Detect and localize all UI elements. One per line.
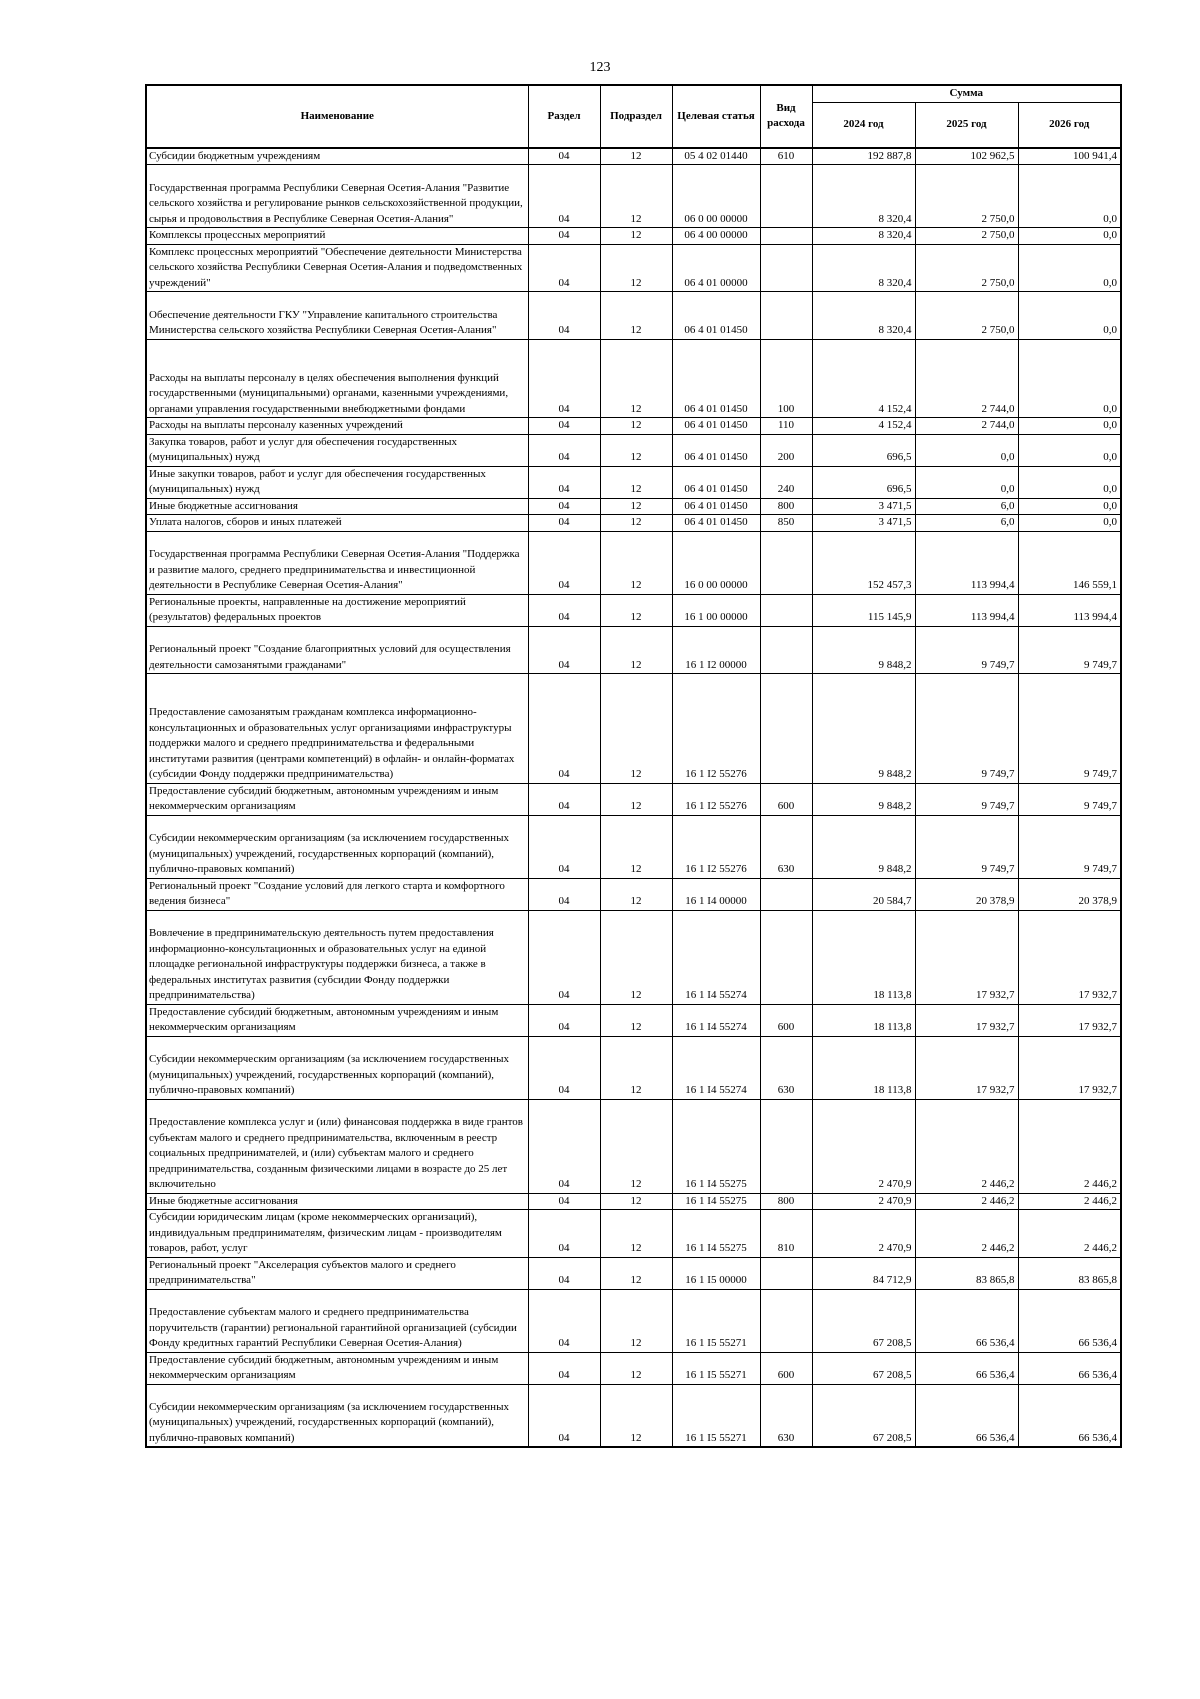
row-2024-cell: 67 208,5 xyxy=(812,1352,915,1384)
row-razdel-cell: 04 xyxy=(528,815,600,878)
row-razdel-cell: 04 xyxy=(528,434,600,466)
table-row xyxy=(146,339,1121,418)
row-razdel-cell: 04 xyxy=(528,626,600,674)
row-2026-cell: 0,0 xyxy=(1018,228,1121,245)
row-2026-cell: 0,0 xyxy=(1018,339,1121,418)
row-2026-cell: 0,0 xyxy=(1018,418,1121,435)
row-vid-raskhoda-cell xyxy=(760,531,812,594)
row-2026-cell: 66 536,4 xyxy=(1018,1352,1121,1384)
row-celevaya-statya-cell: 16 1 I4 55275 xyxy=(672,1193,760,1210)
row-2025-cell: 9 749,7 xyxy=(915,815,1018,878)
row-razdel-cell: 04 xyxy=(528,1193,600,1210)
row-vid-raskhoda-cell: 600 xyxy=(760,1004,812,1036)
row-2026-cell: 9 749,7 xyxy=(1018,783,1121,815)
row-2024-cell: 84 712,9 xyxy=(812,1257,915,1289)
row-vid-raskhoda-cell xyxy=(760,1257,812,1289)
row-2024-cell: 18 113,8 xyxy=(812,910,915,1004)
row-vid-raskhoda-cell: 610 xyxy=(760,148,812,165)
row-2024-cell: 9 848,2 xyxy=(812,783,915,815)
table-row xyxy=(146,878,1121,910)
header-2026: 2026 год xyxy=(1018,102,1121,148)
row-celevaya-statya-cell: 16 1 I2 55276 xyxy=(672,674,760,784)
row-2024-cell: 67 208,5 xyxy=(812,1384,915,1447)
row-razdel-cell: 04 xyxy=(528,1352,600,1384)
row-name-cell: Расходы на выплаты персоналу казенных учреждений xyxy=(146,418,528,435)
row-2026-cell: 17 932,7 xyxy=(1018,1036,1121,1099)
row-2026-cell: 0,0 xyxy=(1018,165,1121,228)
row-vid-raskhoda-cell xyxy=(760,674,812,784)
row-2025-cell: 17 932,7 xyxy=(915,910,1018,1004)
row-2024-cell: 2 470,9 xyxy=(812,1193,915,1210)
header-celevaya-statya: Целевая статья xyxy=(672,85,760,148)
row-vid-raskhoda-cell: 100 xyxy=(760,339,812,418)
table-row xyxy=(146,1384,1121,1447)
row-2025-cell: 2 744,0 xyxy=(915,339,1018,418)
row-podrazdel-cell: 12 xyxy=(600,165,672,228)
row-vid-raskhoda-cell xyxy=(760,594,812,626)
row-name-cell: Предоставление субсидий бюджетным, автономным учреждениям и иным некоммерческим организациям xyxy=(146,783,528,815)
row-podrazdel-cell: 12 xyxy=(600,292,672,340)
row-razdel-cell: 04 xyxy=(528,531,600,594)
row-2025-cell: 6,0 xyxy=(915,498,1018,515)
table-row xyxy=(146,1099,1121,1193)
row-2026-cell: 9 749,7 xyxy=(1018,815,1121,878)
row-2025-cell: 83 865,8 xyxy=(915,1257,1018,1289)
row-celevaya-statya-cell: 16 0 00 00000 xyxy=(672,531,760,594)
row-vid-raskhoda-cell xyxy=(760,1289,812,1352)
row-podrazdel-cell: 12 xyxy=(600,1193,672,1210)
row-2024-cell: 696,5 xyxy=(812,466,915,498)
row-2026-cell: 20 378,9 xyxy=(1018,878,1121,910)
row-2026-cell: 17 932,7 xyxy=(1018,1004,1121,1036)
row-2025-cell: 102 962,5 xyxy=(915,148,1018,165)
row-celevaya-statya-cell: 16 1 I2 00000 xyxy=(672,626,760,674)
table-body xyxy=(146,148,1121,1448)
row-podrazdel-cell: 12 xyxy=(600,594,672,626)
row-vid-raskhoda-cell: 810 xyxy=(760,1210,812,1258)
row-2026-cell: 2 446,2 xyxy=(1018,1210,1121,1258)
row-celevaya-statya-cell: 06 4 01 01450 xyxy=(672,466,760,498)
row-2024-cell: 192 887,8 xyxy=(812,148,915,165)
row-celevaya-statya-cell: 06 4 01 01450 xyxy=(672,434,760,466)
row-2025-cell: 66 536,4 xyxy=(915,1289,1018,1352)
row-celevaya-statya-cell: 06 4 01 01450 xyxy=(672,292,760,340)
row-name-cell: Комплексы процессных мероприятий xyxy=(146,228,528,245)
row-razdel-cell: 04 xyxy=(528,165,600,228)
row-celevaya-statya-cell: 16 1 I5 55271 xyxy=(672,1384,760,1447)
row-podrazdel-cell: 12 xyxy=(600,1036,672,1099)
row-2025-cell: 2 750,0 xyxy=(915,292,1018,340)
row-celevaya-statya-cell: 16 1 I2 55276 xyxy=(672,783,760,815)
header-podrazdel: Подраздел xyxy=(600,85,672,148)
row-podrazdel-cell: 12 xyxy=(600,228,672,245)
row-name-cell: Субсидии юридическим лицам (кроме некоммерческих организаций), индивидуальным предпринимателям, физическим лицам - производителям товаров, работ, услуг xyxy=(146,1210,528,1258)
row-2025-cell: 0,0 xyxy=(915,466,1018,498)
table-row xyxy=(146,244,1121,292)
row-2026-cell: 0,0 xyxy=(1018,244,1121,292)
row-celevaya-statya-cell: 06 4 01 01450 xyxy=(672,418,760,435)
table-row xyxy=(146,165,1121,228)
row-vid-raskhoda-cell xyxy=(760,228,812,245)
row-vid-raskhoda-cell: 630 xyxy=(760,815,812,878)
row-2024-cell: 8 320,4 xyxy=(812,228,915,245)
row-celevaya-statya-cell: 06 4 00 00000 xyxy=(672,228,760,245)
row-podrazdel-cell: 12 xyxy=(600,626,672,674)
row-podrazdel-cell: 12 xyxy=(600,815,672,878)
header-vid-raskhoda: Вид расхода xyxy=(760,85,812,148)
row-vid-raskhoda-cell xyxy=(760,165,812,228)
row-razdel-cell: 04 xyxy=(528,1257,600,1289)
table-row xyxy=(146,626,1121,674)
table-row xyxy=(146,1289,1121,1352)
table-row xyxy=(146,674,1121,784)
row-2026-cell: 9 749,7 xyxy=(1018,674,1121,784)
row-2025-cell: 66 536,4 xyxy=(915,1384,1018,1447)
row-2024-cell: 18 113,8 xyxy=(812,1004,915,1036)
row-celevaya-statya-cell: 16 1 I4 55275 xyxy=(672,1210,760,1258)
row-2025-cell: 17 932,7 xyxy=(915,1004,1018,1036)
row-name-cell: Расходы на выплаты персоналу в целях обеспечения выполнения функций государственными (муниципальными) органами, казенными учреждениями, органами управления государственными внебюджетными фондами xyxy=(146,339,528,418)
budget-table-container xyxy=(145,84,1120,1448)
row-vid-raskhoda-cell: 800 xyxy=(760,498,812,515)
header-summa: Сумма xyxy=(812,85,1121,102)
row-2026-cell: 100 941,4 xyxy=(1018,148,1121,165)
row-podrazdel-cell: 12 xyxy=(600,515,672,532)
row-podrazdel-cell: 12 xyxy=(600,1257,672,1289)
row-2025-cell: 9 749,7 xyxy=(915,783,1018,815)
row-razdel-cell: 04 xyxy=(528,244,600,292)
row-2026-cell: 9 749,7 xyxy=(1018,626,1121,674)
row-razdel-cell: 04 xyxy=(528,1210,600,1258)
row-2024-cell: 9 848,2 xyxy=(812,815,915,878)
row-2024-cell: 2 470,9 xyxy=(812,1099,915,1193)
row-2025-cell: 2 750,0 xyxy=(915,244,1018,292)
row-razdel-cell: 04 xyxy=(528,466,600,498)
row-2026-cell: 0,0 xyxy=(1018,498,1121,515)
row-podrazdel-cell: 12 xyxy=(600,1004,672,1036)
row-podrazdel-cell: 12 xyxy=(600,674,672,784)
table-row xyxy=(146,434,1121,466)
row-name-cell: Субсидии бюджетным учреждениям xyxy=(146,148,528,165)
row-2024-cell: 4 152,4 xyxy=(812,418,915,435)
row-2024-cell: 18 113,8 xyxy=(812,1036,915,1099)
row-razdel-cell: 04 xyxy=(528,1004,600,1036)
row-vid-raskhoda-cell xyxy=(760,878,812,910)
row-celevaya-statya-cell: 16 1 I5 00000 xyxy=(672,1257,760,1289)
row-name-cell: Предоставление субъектам малого и среднего предпринимательства поручительств (гарантии) региональной гарантийной организацией (субсидии Фонду кредитных гарантий Республики Северная Осетия-Алания) xyxy=(146,1289,528,1352)
row-name-cell: Предоставление субсидий бюджетным, автономным учреждениям и иным некоммерческим организациям xyxy=(146,1352,528,1384)
row-celevaya-statya-cell: 06 4 01 01450 xyxy=(672,498,760,515)
header-razdel: Раздел xyxy=(528,85,600,148)
page-number: 123 xyxy=(589,60,611,75)
row-celevaya-statya-cell: 06 4 01 01450 xyxy=(672,339,760,418)
row-2024-cell: 696,5 xyxy=(812,434,915,466)
row-razdel-cell: 04 xyxy=(528,418,600,435)
row-2025-cell: 2 446,2 xyxy=(915,1193,1018,1210)
row-2024-cell: 152 457,3 xyxy=(812,531,915,594)
row-2025-cell: 6,0 xyxy=(915,515,1018,532)
table-row xyxy=(146,1257,1121,1289)
table-row xyxy=(146,1036,1121,1099)
row-name-cell: Уплата налогов, сборов и иных платежей xyxy=(146,515,528,532)
row-2025-cell: 9 749,7 xyxy=(915,626,1018,674)
row-podrazdel-cell: 12 xyxy=(600,1210,672,1258)
row-name-cell: Предоставление самозанятым гражданам комплекса информационно-консультационных и образовательных услуг организациями инфраструктуры поддержки малого и среднего предпринимательства и федеральными институтами развития (центрами компетенций) в офлайн- и онлайн-форматах (субсидии Фонду поддержки предпринимательства) xyxy=(146,674,528,784)
row-razdel-cell: 04 xyxy=(528,1036,600,1099)
row-name-cell: Предоставление субсидий бюджетным, автономным учреждениям и иным некоммерческим организациям xyxy=(146,1004,528,1036)
table-row xyxy=(146,594,1121,626)
row-2026-cell: 0,0 xyxy=(1018,434,1121,466)
table-row xyxy=(146,466,1121,498)
row-name-cell: Вовлечение в предпринимательскую деятельность путем предоставления информационно-консультационных и образовательных услуг на единой площадке региональной инфраструктуры поддержки бизнеса, а также в федеральных институтах развития (субсидии Фонду поддержки предпринимательства) xyxy=(146,910,528,1004)
row-razdel-cell: 04 xyxy=(528,783,600,815)
row-podrazdel-cell: 12 xyxy=(600,418,672,435)
table-header xyxy=(146,85,1121,148)
header-2024: 2024 год xyxy=(812,102,915,148)
row-2025-cell: 66 536,4 xyxy=(915,1352,1018,1384)
row-podrazdel-cell: 12 xyxy=(600,434,672,466)
row-2024-cell: 3 471,5 xyxy=(812,515,915,532)
row-name-cell: Субсидии некоммерческим организациям (за исключением государственных (муниципальных) учреждений, государственных корпораций (компаний), публично-правовых компаний) xyxy=(146,815,528,878)
row-2025-cell: 20 378,9 xyxy=(915,878,1018,910)
row-2026-cell: 66 536,4 xyxy=(1018,1384,1121,1447)
row-vid-raskhoda-cell: 850 xyxy=(760,515,812,532)
row-celevaya-statya-cell: 16 1 I4 00000 xyxy=(672,878,760,910)
row-podrazdel-cell: 12 xyxy=(600,1352,672,1384)
row-celevaya-statya-cell: 16 1 I5 55271 xyxy=(672,1352,760,1384)
row-celevaya-statya-cell: 16 1 I4 55274 xyxy=(672,1036,760,1099)
row-podrazdel-cell: 12 xyxy=(600,466,672,498)
row-vid-raskhoda-cell: 600 xyxy=(760,783,812,815)
table-row xyxy=(146,783,1121,815)
row-2026-cell: 113 994,4 xyxy=(1018,594,1121,626)
row-vid-raskhoda-cell xyxy=(760,244,812,292)
row-2024-cell: 20 584,7 xyxy=(812,878,915,910)
table-row xyxy=(146,515,1121,532)
table-row xyxy=(146,1193,1121,1210)
row-vid-raskhoda-cell: 110 xyxy=(760,418,812,435)
row-2025-cell: 2 446,2 xyxy=(915,1210,1018,1258)
table-row xyxy=(146,815,1121,878)
row-2025-cell: 2 744,0 xyxy=(915,418,1018,435)
row-podrazdel-cell: 12 xyxy=(600,1099,672,1193)
row-2025-cell: 113 994,4 xyxy=(915,531,1018,594)
row-2026-cell: 2 446,2 xyxy=(1018,1193,1121,1210)
row-2025-cell: 0,0 xyxy=(915,434,1018,466)
row-razdel-cell: 04 xyxy=(528,515,600,532)
row-vid-raskhoda-cell xyxy=(760,626,812,674)
row-celevaya-statya-cell: 16 1 I4 55275 xyxy=(672,1099,760,1193)
row-razdel-cell: 04 xyxy=(528,498,600,515)
row-vid-raskhoda-cell: 200 xyxy=(760,434,812,466)
row-podrazdel-cell: 12 xyxy=(600,339,672,418)
row-name-cell: Обеспечение деятельности ГКУ "Управление капитального строительства Министерства сельского хозяйства Республики Северная Осетия-Алания" xyxy=(146,292,528,340)
row-vid-raskhoda-cell: 630 xyxy=(760,1384,812,1447)
row-razdel-cell: 04 xyxy=(528,594,600,626)
row-podrazdel-cell: 12 xyxy=(600,531,672,594)
row-2024-cell: 8 320,4 xyxy=(812,292,915,340)
row-celevaya-statya-cell: 16 1 I5 55271 xyxy=(672,1289,760,1352)
row-podrazdel-cell: 12 xyxy=(600,1384,672,1447)
table-row xyxy=(146,1210,1121,1258)
row-name-cell: Комплекс процессных мероприятий "Обеспечение деятельности Министерства сельского хозяйства Республики Северная Осетия-Алания и подведомственных учреждений" xyxy=(146,244,528,292)
row-razdel-cell: 04 xyxy=(528,910,600,1004)
row-2024-cell: 2 470,9 xyxy=(812,1210,915,1258)
row-vid-raskhoda-cell: 240 xyxy=(760,466,812,498)
row-2025-cell: 2 750,0 xyxy=(915,165,1018,228)
table-row xyxy=(146,292,1121,340)
header-name: Наименование xyxy=(146,85,528,148)
row-razdel-cell: 04 xyxy=(528,148,600,165)
row-razdel-cell: 04 xyxy=(528,1099,600,1193)
row-2026-cell: 146 559,1 xyxy=(1018,531,1121,594)
table-row xyxy=(146,228,1121,245)
row-razdel-cell: 04 xyxy=(528,1289,600,1352)
row-vid-raskhoda-cell xyxy=(760,1099,812,1193)
row-2026-cell: 0,0 xyxy=(1018,466,1121,498)
row-2026-cell: 66 536,4 xyxy=(1018,1289,1121,1352)
table-row xyxy=(146,148,1121,165)
row-2026-cell: 2 446,2 xyxy=(1018,1099,1121,1193)
table-row xyxy=(146,910,1121,1004)
row-2024-cell: 8 320,4 xyxy=(812,244,915,292)
row-celevaya-statya-cell: 16 1 I4 55274 xyxy=(672,1004,760,1036)
row-name-cell: Иные закупки товаров, работ и услуг для обеспечения государственных (муниципальных) нужд xyxy=(146,466,528,498)
table-row xyxy=(146,1352,1121,1384)
row-name-cell: Иные бюджетные ассигнования xyxy=(146,498,528,515)
row-2026-cell: 17 932,7 xyxy=(1018,910,1121,1004)
row-name-cell: Региональный проект "Акселерация субъектов малого и среднего предпринимательства" xyxy=(146,1257,528,1289)
row-vid-raskhoda-cell: 800 xyxy=(760,1193,812,1210)
row-razdel-cell: 04 xyxy=(528,1384,600,1447)
row-celevaya-statya-cell: 05 4 02 01440 xyxy=(672,148,760,165)
row-name-cell: Региональные проекты, направленные на достижение мероприятий (результатов) федеральных проектов xyxy=(146,594,528,626)
row-2025-cell: 2 446,2 xyxy=(915,1099,1018,1193)
row-name-cell: Субсидии некоммерческим организациям (за исключением государственных (муниципальных) учреждений, государственных корпораций (компаний), публично-правовых компаний) xyxy=(146,1036,528,1099)
row-name-cell: Предоставление комплекса услуг и (или) финансовая поддержка в виде грантов субъектам малого и среднего предпринимательства, включенным в реестр социальных предпринимателей, и (или) субъектам малого и среднего предпринимательства, созданным физическими лицами в возрасте до 25 лет включительно xyxy=(146,1099,528,1193)
row-2024-cell: 4 152,4 xyxy=(812,339,915,418)
row-2026-cell: 0,0 xyxy=(1018,292,1121,340)
row-2025-cell: 113 994,4 xyxy=(915,594,1018,626)
row-razdel-cell: 04 xyxy=(528,674,600,784)
row-2025-cell: 9 749,7 xyxy=(915,674,1018,784)
row-podrazdel-cell: 12 xyxy=(600,1289,672,1352)
row-podrazdel-cell: 12 xyxy=(600,910,672,1004)
row-podrazdel-cell: 12 xyxy=(600,148,672,165)
row-celevaya-statya-cell: 16 1 I4 55274 xyxy=(672,910,760,1004)
row-name-cell: Закупка товаров, работ и услуг для обеспечения государственных (муниципальных) нужд xyxy=(146,434,528,466)
row-2024-cell: 8 320,4 xyxy=(812,165,915,228)
row-podrazdel-cell: 12 xyxy=(600,783,672,815)
row-2024-cell: 3 471,5 xyxy=(812,498,915,515)
row-podrazdel-cell: 12 xyxy=(600,498,672,515)
row-razdel-cell: 04 xyxy=(528,878,600,910)
row-name-cell: Субсидии некоммерческим организациям (за исключением государственных (муниципальных) учреждений, государственных корпораций (компаний), публично-правовых компаний) xyxy=(146,1384,528,1447)
row-2024-cell: 115 145,9 xyxy=(812,594,915,626)
row-celevaya-statya-cell: 06 4 01 00000 xyxy=(672,244,760,292)
row-vid-raskhoda-cell: 600 xyxy=(760,1352,812,1384)
row-razdel-cell: 04 xyxy=(528,339,600,418)
row-podrazdel-cell: 12 xyxy=(600,244,672,292)
header-2025: 2025 год xyxy=(915,102,1018,148)
table-row xyxy=(146,498,1121,515)
budget-table xyxy=(145,84,1122,1448)
row-celevaya-statya-cell: 06 0 00 00000 xyxy=(672,165,760,228)
table-row xyxy=(146,418,1121,435)
row-name-cell: Государственная программа Республики Северная Осетия-Алания "Поддержка и развитие малого, среднего предпринимательства и инвестиционной деятельности в Республике Северная Осетия-Алания" xyxy=(146,531,528,594)
row-razdel-cell: 04 xyxy=(528,228,600,245)
row-vid-raskhoda-cell xyxy=(760,292,812,340)
row-2025-cell: 2 750,0 xyxy=(915,228,1018,245)
row-vid-raskhoda-cell xyxy=(760,910,812,1004)
row-name-cell: Региональный проект "Создание благоприятных условий для осуществления деятельности самозанятыми гражданами" xyxy=(146,626,528,674)
row-podrazdel-cell: 12 xyxy=(600,878,672,910)
table-row xyxy=(146,531,1121,594)
row-2024-cell: 67 208,5 xyxy=(812,1289,915,1352)
row-celevaya-statya-cell: 06 4 01 01450 xyxy=(672,515,760,532)
row-2026-cell: 0,0 xyxy=(1018,515,1121,532)
row-2024-cell: 9 848,2 xyxy=(812,626,915,674)
row-name-cell: Иные бюджетные ассигнования xyxy=(146,1193,528,1210)
table-row xyxy=(146,1004,1121,1036)
row-2026-cell: 83 865,8 xyxy=(1018,1257,1121,1289)
row-razdel-cell: 04 xyxy=(528,292,600,340)
row-name-cell: Региональный проект "Создание условий для легкого старта и комфортного ведения бизнеса" xyxy=(146,878,528,910)
row-celevaya-statya-cell: 16 1 00 00000 xyxy=(672,594,760,626)
row-celevaya-statya-cell: 16 1 I2 55276 xyxy=(672,815,760,878)
row-vid-raskhoda-cell: 630 xyxy=(760,1036,812,1099)
row-2025-cell: 17 932,7 xyxy=(915,1036,1018,1099)
row-name-cell: Государственная программа Республики Северная Осетия-Алания "Развитие сельского хозяйства и регулирование рынков сельскохозяйственной продукции, сырья и продовольствия в Республике Северная Осетия-Алания" xyxy=(146,165,528,228)
row-2024-cell: 9 848,2 xyxy=(812,674,915,784)
